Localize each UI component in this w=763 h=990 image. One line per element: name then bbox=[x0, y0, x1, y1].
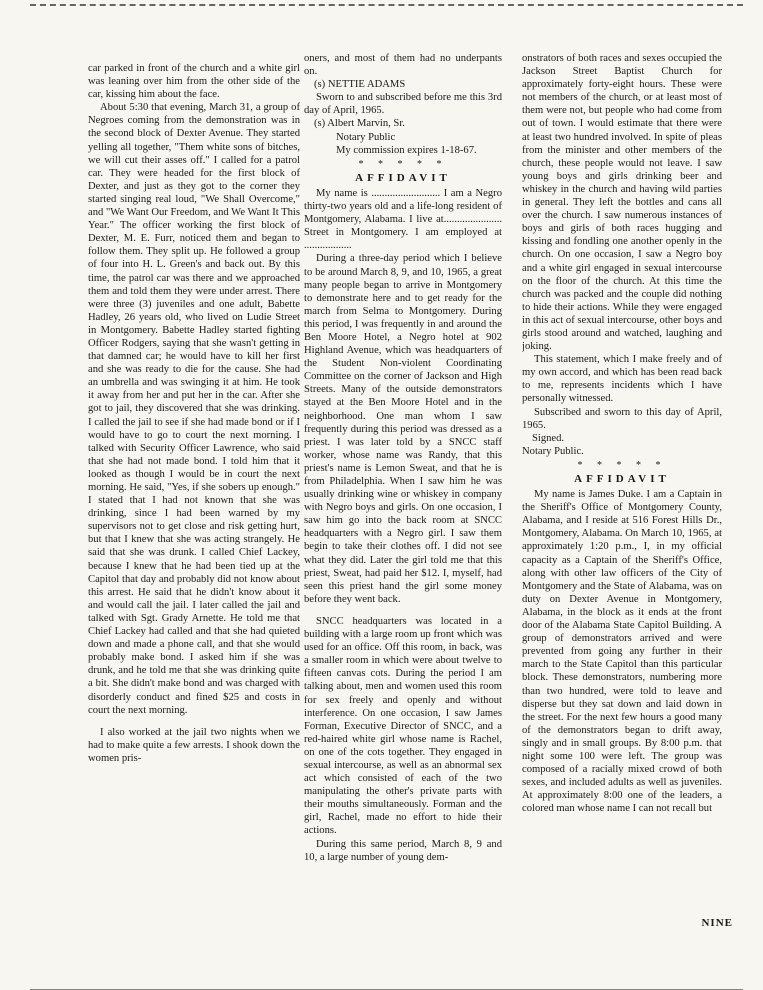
notary-line: Notary Public. bbox=[522, 445, 584, 457]
column-3 bbox=[522, 52, 722, 952]
col3-paragraph-1: onstrators of both races and sexes occupied the Jackson Street Baptist Church for approximately forty-eight hours. These were not members of the church, or at least most of them were not, but people who had come from out of town. I would estimate that there were at least two hundred involved. In spite of pleas from the minister and other members of the church, these people would not leave. I saw young boys and girls drinking beer and whiskey in the church and having wild parties in general. They left the bottles and cans all over the church. I saw numerous instances of boys and girls of both races hugging and kissing and fondling one another openly in the church. On one occasion, I saw a Negro boy and a white girl engaged in sexual intercourse on the floor of the church. At this time the church was packed and the couple did nothing to hide their actions. While they were engaged in this act of sexual intercourse, other boys and girls stood around and watched, laughing and joking. bbox=[522, 53, 722, 353]
page-number: NINE bbox=[701, 917, 733, 929]
signature-nettie-adams: (s) NETTIE ADAMS bbox=[314, 79, 406, 91]
col3-paragraph-2: This statement, which I make freely and of my own accord, and which has been read back to me, represents incidents which I have personally witnessed. bbox=[522, 354, 722, 405]
col1-paragraph-3: I also worked at the jail two nights when we had to make quite a few arrests. I shook down the women pris- bbox=[88, 726, 300, 764]
col2-paragraph-5: During this same period, March 8, 9 and 10, a large number of young dem- bbox=[304, 838, 502, 863]
affidavit-heading: AFFIDAVIT bbox=[574, 473, 670, 485]
notary-signature: (s) Albert Marvin, Sr. bbox=[314, 118, 405, 130]
section-divider-stars: * * * * * bbox=[358, 158, 448, 170]
section-divider-stars: * * * * * bbox=[577, 459, 667, 471]
signed-line: Signed. bbox=[532, 432, 565, 444]
col2-paragraph-3: During a three-day period which I believe to be around March 8, 9, and 10, 1965, a great many people began to arrive in Montgomery to demonstrate here and to get ready for the march from Selma to Montgomery. During this period, I was frequently in and around the Ben Moore Hotel, a Negro hotel at 902 Highland Avenue, which was headquarters of the Student Non-violent Coordinating Committee on the corner of Jackson and High Streets. Many of the outside demonstrators stayed at the Ben Moore Hotel and in the neighborhood. One man whom I saw frequently during this period was dressed as a priest. I was later told by a SNCC staff worker, whose name was Randy, that this priest's name is Lemon Sweat, and that he is from Philadelphia. When I saw him he was usually drinking wine or whiskey in company with Negro boys and girls. On one occasion, I saw him go into the back room at SNCC headquarters with a Negro girl. I saw them begin to take their clothes off. I did not see what they did. Later the girl told me that this priest, Sweat, had paid her $12. I, myself, had seen this priest hand the girl some money before they went back. bbox=[304, 253, 502, 605]
col1-paragraph-1: car parked in front of the church and a white girl was leaning over him from the other side of the car, kissing him about the face. bbox=[88, 63, 300, 101]
col3-paragraph-3: My name is James Duke. I am a Captain in the Sheriff's Office of Montgomery County, Alabama, and I reside at 516 Forest Hills Dr., Montgomery, Alabama. On March 10, 1965, at approximately 1:20 p.m., I, in my official capacity as a Captain of the Sheriff's Office, along with other law officers of the City of Montgomery and the State of Alabama, was on duty on Dexter Avenue in Montgomery, Alabama, in the block as it ends at the front door of the Alabama State Capitol Building. A group of demonstrators arrived and were prevented from going any further in their march to the State Capitol than this particular block. These demonstrators, numbering more than two hundred, were told to leave and disperse but they sat down and laid down in the street. For the next few hours a good many of the demonstrators began to drift away, singly and in small groups. By 8:00 p.m. that night some 100 were left. The group was composed of a racially mixed crowd of both sexes, and included adults as well as juveniles. At approximately 8:00 one of the leaders, a colored man whose name I can not recall but bbox=[522, 489, 722, 815]
commission-expiry: My commission expires 1-18-67. bbox=[336, 144, 477, 156]
notary-title: Notary Public bbox=[336, 131, 396, 143]
col2-paragraph-1: oners, and most of them had no underpants on. bbox=[304, 53, 502, 78]
col2-paragraph-2: My name is .......................... I am a Negro thirty-two years old and a life-long resident of Montgomery, Alabama. I live at...................... Street in Montgomery. I am employed at .................. bbox=[304, 187, 502, 252]
column-2 bbox=[304, 52, 502, 952]
col2-paragraph-4: SNCC headquarters was located in a building with a large room up front which was used for an office. Off this room, in back, was a smaller room in which were about twelve to fifteen canvas cots. During the period I am talking about, men and women used this room for sex freely and openly and without interference. On one occasion, I saw James Forman, Executive Director of SNCC, and a red-haired white girl whose name is Rachel, on one of the cots together. They engaged in sexual intercourse, as well as an abnormal sex act which consisted of each of the two manipulating the other's private parts with their mouths simultaneously. Forman and the girl, Rachel, made no effort to hide their actions. bbox=[304, 615, 502, 837]
subscribed-statement: Subscribed and sworn to this day of April, 1965. bbox=[522, 406, 722, 431]
column-1 bbox=[88, 62, 300, 962]
affidavit-heading: AFFIDAVIT bbox=[355, 171, 451, 184]
sworn-statement: Sworn to and subscribed before me this 3rd day of April, 1965. bbox=[304, 92, 502, 117]
col1-paragraph-2: About 5:30 that evening, March 31, a group of Negroes coming from the demonstration was in the second block of Dexter Avenue. They started yelling all together, "Them white sons of bitches, we will cut their asses off." I called for a patrol car. They were headed for the first block of Dexter, and just as they got to the corner they started singing real loud, "We Shall Overcome," and "We Want Our Freedom, and We Want It This Year." The officer working the first block of Dexter, M. E. Furr, noticed them and began to follow them. They split up. He followed a group of four into H. L. Green's and back out. By this time, the patrol car was there and we approached them and told them they were under arrest. There were three (3) juveniles and one adult, Babette Hadley, 26 years old, who lived on Ludie Street in Montgomery. Babette Hadley started fighting Officer Rodgers, saying that she wasn't getting in that damned car; he would have to kill her first and she was ready to die for the cause. She had an umbrella and was swinging it at him. He took it away from her and put her in the car. After she got to jail, they discovered that she was drinking. I called the jail to see if she had made bond or if I would have to go to court the next morning. I talked with Security Officer Lawrence, who said that she had not made bond. I told him that it looked as though I would be in court the next morning. He said, "Yes, if she sobers up enough." I stated that I had not known that she was drinking, since I had been warned by my supervisors not to get close and risk getting hurt, but that I knew that she was acting strangely. He said that she was drunk. I called Chief Lackey, because I knew that he had been tied up at the Capitol that day and probably did not know about this arrest. He said that he didn't know about it and would call the jail. I later called the jail and talked with Sgt. Grady Arnette. He told me that Chief Lackey had called and that she had quieted down and made a phone call, and that she would probably make bond. I asked him if she was drunk, and he told me that she was drinking quite a bit. She didn't make bond and was charged with disorderly conduct and fined $25 and costs in court the next morning. bbox=[88, 102, 300, 716]
top-border-rule bbox=[30, 4, 743, 6]
